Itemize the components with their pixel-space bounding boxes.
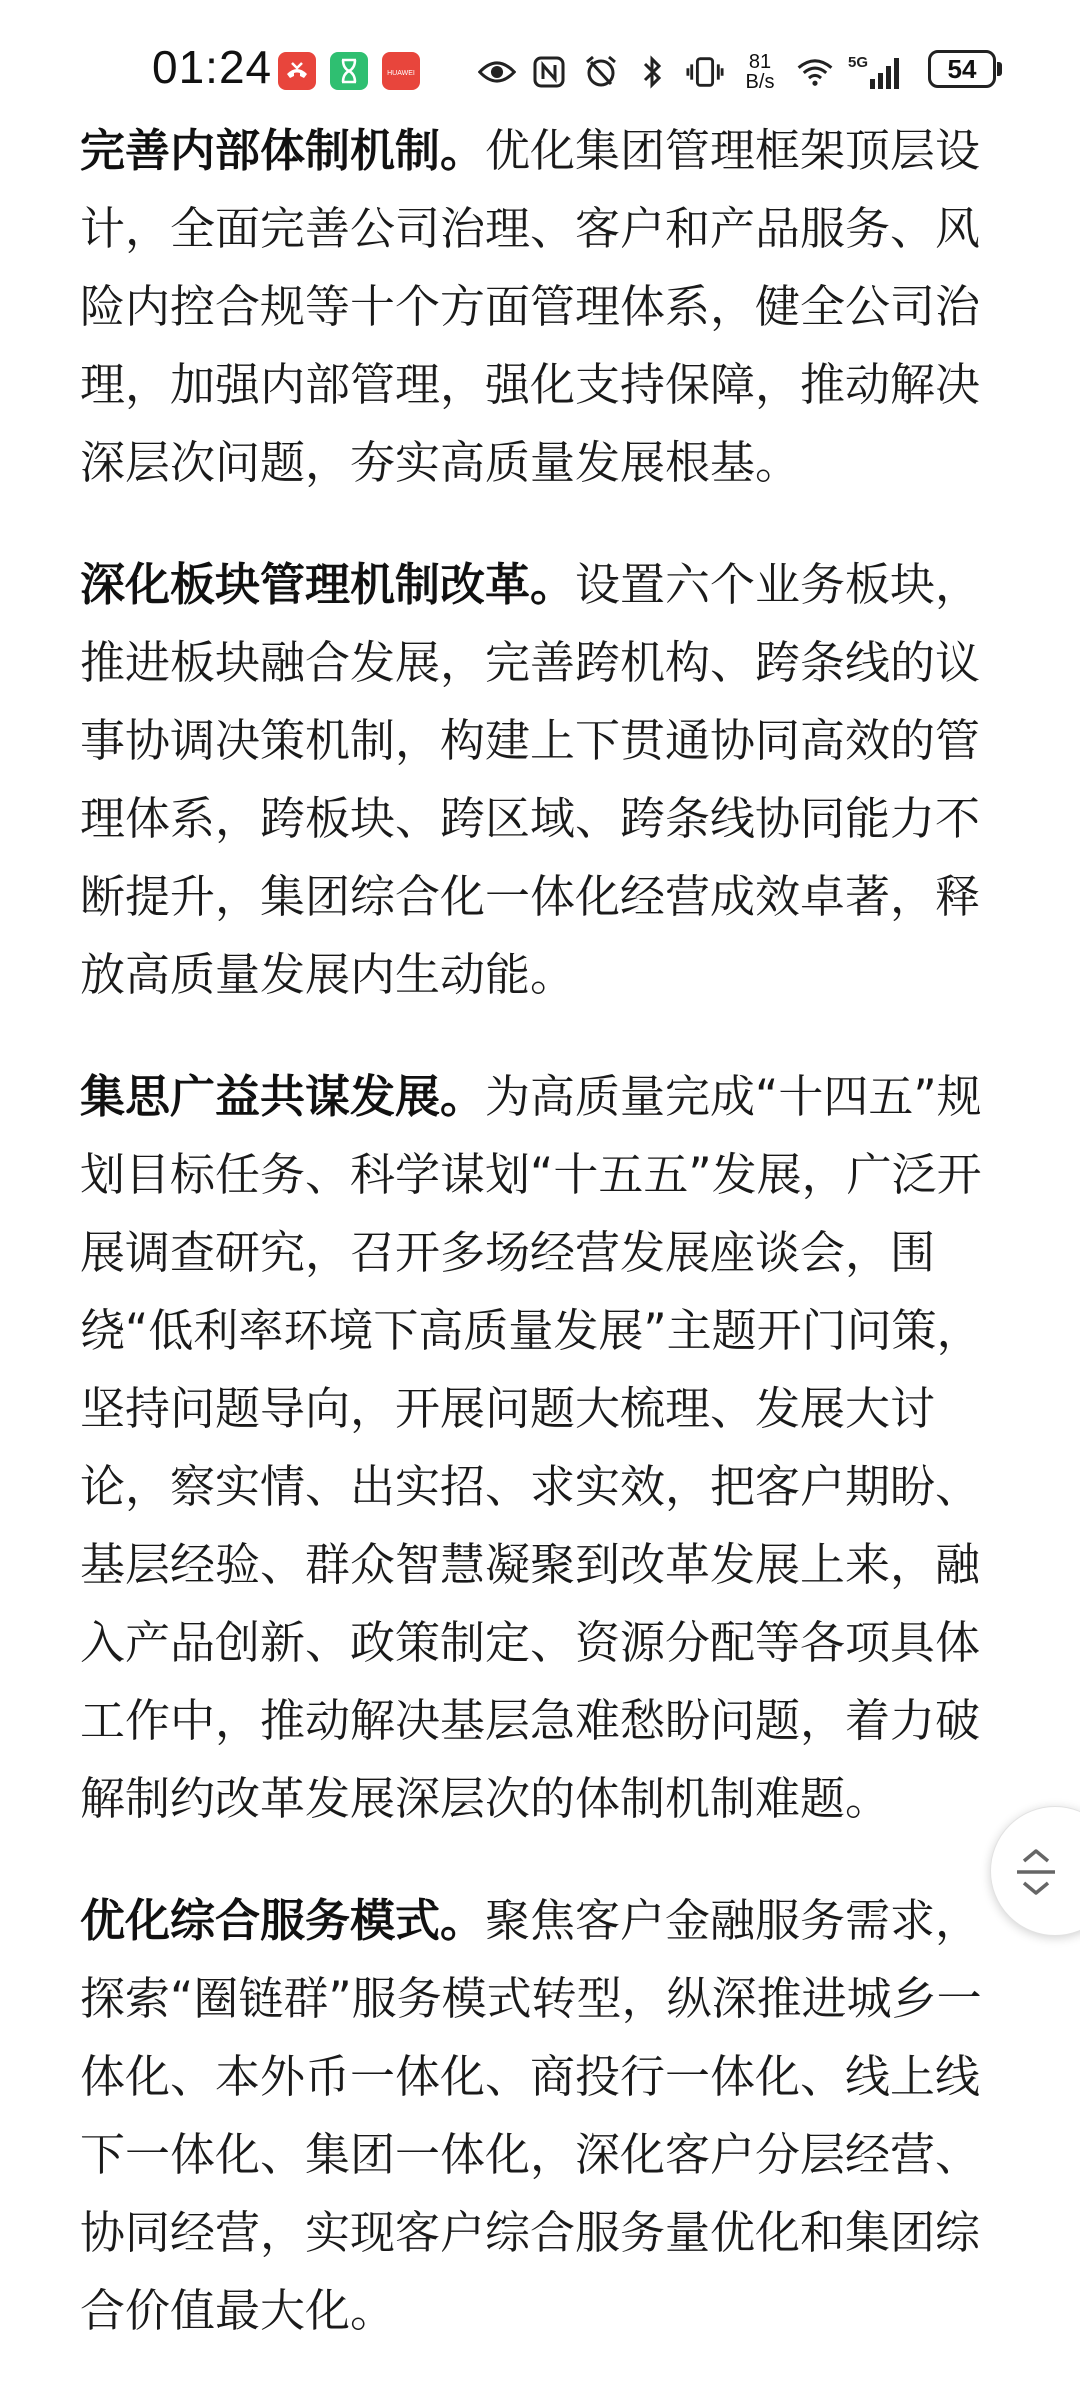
status-bar — [0, 0, 1080, 130]
battery-level: 54 — [947, 53, 977, 84]
eye-comfort-icon — [478, 53, 516, 91]
paragraph-segment-reform — [80, 546, 1000, 1014]
network-type: 5G — [848, 54, 869, 71]
network-speed-value: 81 — [748, 51, 772, 73]
nfc-icon — [530, 53, 568, 91]
paragraph-lead: 优化综合服务模式。 — [80, 1894, 486, 1947]
paragraph-lead: 深化板块管理机制改革。 — [80, 558, 576, 611]
huawei-app-icon — [382, 52, 420, 90]
wifi-icon — [796, 53, 834, 91]
missed-call-notification-icon — [278, 52, 316, 90]
vibrate-icon — [686, 53, 724, 91]
battery-tip — [997, 62, 1002, 76]
status-time: 01:24 — [152, 41, 273, 93]
cellular-signal-icon — [848, 53, 902, 91]
paragraph-internal-system — [80, 112, 1000, 502]
floating-collapse-button[interactable] — [990, 1806, 1080, 1936]
timer-app-icon — [330, 52, 368, 90]
network-speed — [738, 52, 782, 92]
huawei-logo-text: HUAWEI — [387, 70, 415, 77]
paragraph-text: 聚焦客户金融服务需求，探索“圈链群”服务模式转型，纵深推进城乡一体化、本外币一体化、商投行一体化、线上线下一体化、集团一体化，深化客户分层经营、协同经营，实现客户综合服务量优化和集团综合价值最大化。 — [80, 1894, 982, 2337]
alarm-off-icon — [582, 53, 620, 91]
battery-indicator — [928, 50, 996, 88]
collapse-arrows-icon — [1013, 1847, 1059, 1897]
paragraph-brainstorm — [80, 1058, 1000, 1838]
bluetooth-icon — [634, 53, 672, 91]
paragraph-lead: 集思广益共谋发展。 — [80, 1070, 486, 1123]
paragraph-text: 设置六个业务板块，推进板块融合发展，完善跨机构、跨条线的议事协调决策机制，构建上下贯通协同高效的管理体系，跨板块、跨区域、跨条线协同能力不断提升，集团综合化一体化经营成效卓著，释放高质量发展内生动能。 — [80, 558, 981, 1001]
network-speed-unit: B/s — [745, 71, 775, 93]
article-body — [80, 112, 1000, 2394]
paragraph-service-model — [80, 1882, 1000, 2350]
paragraph-lead: 完善内部体制机制。 — [80, 124, 486, 177]
system-icons — [478, 44, 902, 100]
paragraph-text: 为高质量完成“十四五”规划目标任务、科学谋划“十五五”发展，广泛开展调查研究，召开多场经营发展座谈会，围绕“低利率环境下高质量发展”主题开门问策，坚持问题导向，开展问题大梳理、发展大讨论，察实情、出实招、求实效，把客户期盼、基层经验、群众智慧凝聚到改革发展上来，融入产品创新、政策制定、资源分配等各项具体工作中，推动解决基层急难愁盼问题，着力破解制约改革发展深层次的体制机制难题。 — [80, 1070, 982, 1825]
paragraph-text: 优化集团管理框架顶层设计，全面完善公司治理、客户和产品服务、风险内控合规等十个方面管理体系，健全公司治理，加强内部管理，强化支持保障，推动解决深层次问题，夯实高质量发展根基。 — [80, 124, 981, 489]
